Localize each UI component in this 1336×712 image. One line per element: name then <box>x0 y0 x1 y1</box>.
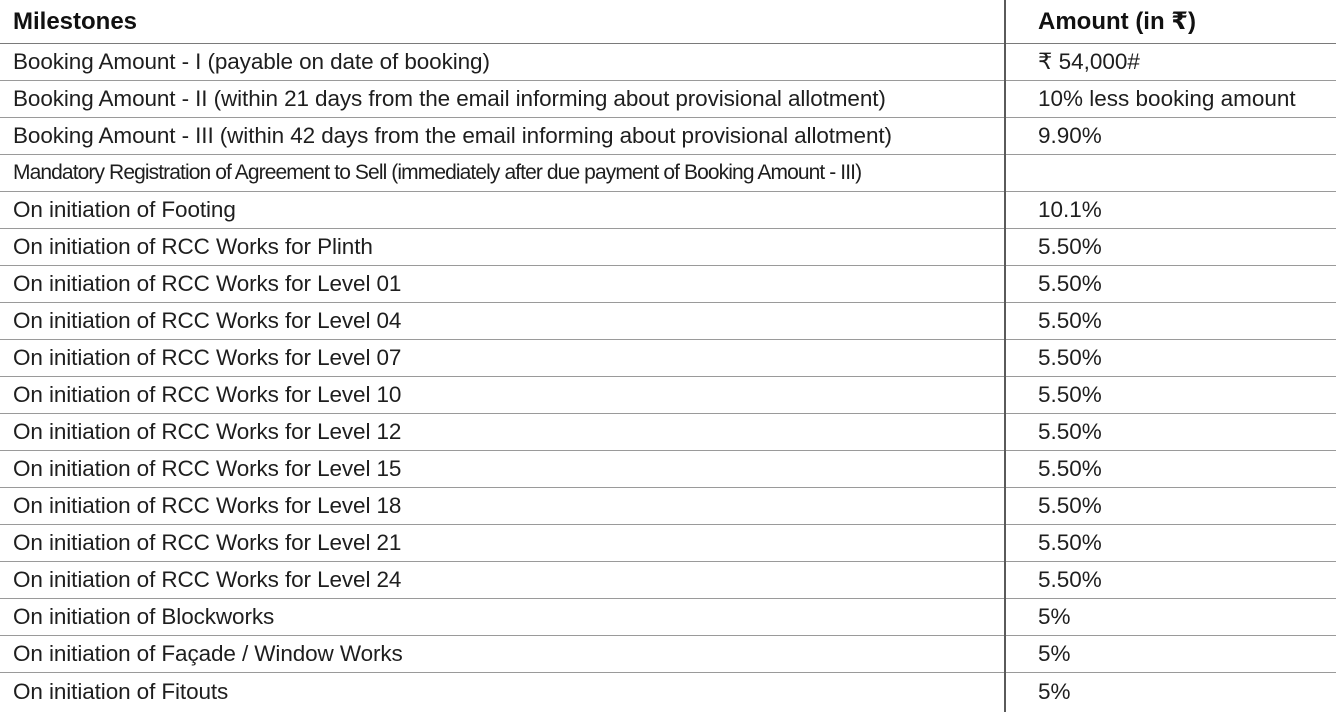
table-row <box>0 673 1336 710</box>
amount-cell: 5.50% <box>1038 234 1102 259</box>
table-row <box>0 414 1336 451</box>
table-row <box>0 525 1336 562</box>
table-row <box>0 229 1336 266</box>
milestone-cell: On initiation of Façade / Window Works <box>13 641 403 666</box>
milestone-cell: On initiation of RCC Works for Level 12 <box>13 419 402 444</box>
amount-cell <box>1038 155 1333 191</box>
milestone-cell: On initiation of RCC Works for Level 10 <box>13 382 402 407</box>
amount-cell: 5.50% <box>1038 419 1102 444</box>
milestone-cell: On initiation of RCC Works for Level 15 <box>13 456 402 481</box>
amount-cell: 5.50% <box>1038 345 1102 370</box>
milestone-cell: On initiation of Blockworks <box>13 604 275 629</box>
table-row <box>0 340 1336 377</box>
table-row <box>0 303 1336 340</box>
amount-cell: 5% <box>1038 641 1071 666</box>
amount-cell: 5% <box>1038 678 1071 704</box>
amount-cell: 9.90% <box>1038 123 1102 148</box>
milestone-cell: Mandatory Registration of Agreement to Sell (immediately after due payment of Booking Amount - III) <box>13 161 862 184</box>
table-row <box>0 118 1336 155</box>
milestone-cell: On initiation of RCC Works for Level 07 <box>13 345 402 370</box>
amount-cell: 5.50% <box>1038 530 1102 555</box>
milestone-cell: Booking Amount - I (payable on date of booking) <box>13 49 490 74</box>
column-divider <box>1004 0 1006 712</box>
milestone-cell: On initiation of Fitouts <box>13 678 229 704</box>
amount-cell: ₹ 54,000# <box>1038 49 1140 74</box>
milestone-cell: On initiation of Footing <box>13 197 236 222</box>
amount-cell: 5.50% <box>1038 493 1102 518</box>
milestone-cell: On initiation of RCC Works for Plinth <box>13 234 373 259</box>
milestone-cell: On initiation of RCC Works for Level 24 <box>13 567 402 592</box>
table-row <box>0 81 1336 118</box>
milestone-cell: On initiation of RCC Works for Level 21 <box>13 530 402 555</box>
milestone-cell: On initiation of RCC Works for Level 01 <box>13 271 402 296</box>
amount-cell: 10% less booking amount <box>1038 86 1296 111</box>
milestone-cell: Booking Amount - III (within 42 days from the email informing about provisional allotment) <box>13 123 892 148</box>
table-row <box>0 155 1336 192</box>
table-row <box>0 377 1336 414</box>
milestone-cell: Booking Amount - II (within 21 days from the email informing about provisional allotment) <box>13 86 886 111</box>
amount-column-header: Amount (in ₹) <box>1038 8 1196 35</box>
table-header-row <box>0 0 1336 44</box>
amount-cell: 5.50% <box>1038 456 1102 481</box>
table-row <box>0 488 1336 525</box>
table-row <box>0 636 1336 673</box>
table-row <box>0 599 1336 636</box>
table-row <box>0 192 1336 229</box>
milestone-cell: On initiation of RCC Works for Level 04 <box>13 308 402 333</box>
amount-cell: 10.1% <box>1038 197 1102 222</box>
table-row <box>0 266 1336 303</box>
table-row <box>0 562 1336 599</box>
table-row <box>0 451 1336 488</box>
amount-cell: 5.50% <box>1038 271 1102 296</box>
amount-cell: 5.50% <box>1038 382 1102 407</box>
amount-cell: 5.50% <box>1038 308 1102 333</box>
table-row <box>0 44 1336 81</box>
amount-cell: 5.50% <box>1038 567 1102 592</box>
milestones-column-header: Milestones <box>13 7 138 35</box>
milestone-cell: On initiation of RCC Works for Level 18 <box>13 493 402 518</box>
amount-cell: 5% <box>1038 604 1071 629</box>
